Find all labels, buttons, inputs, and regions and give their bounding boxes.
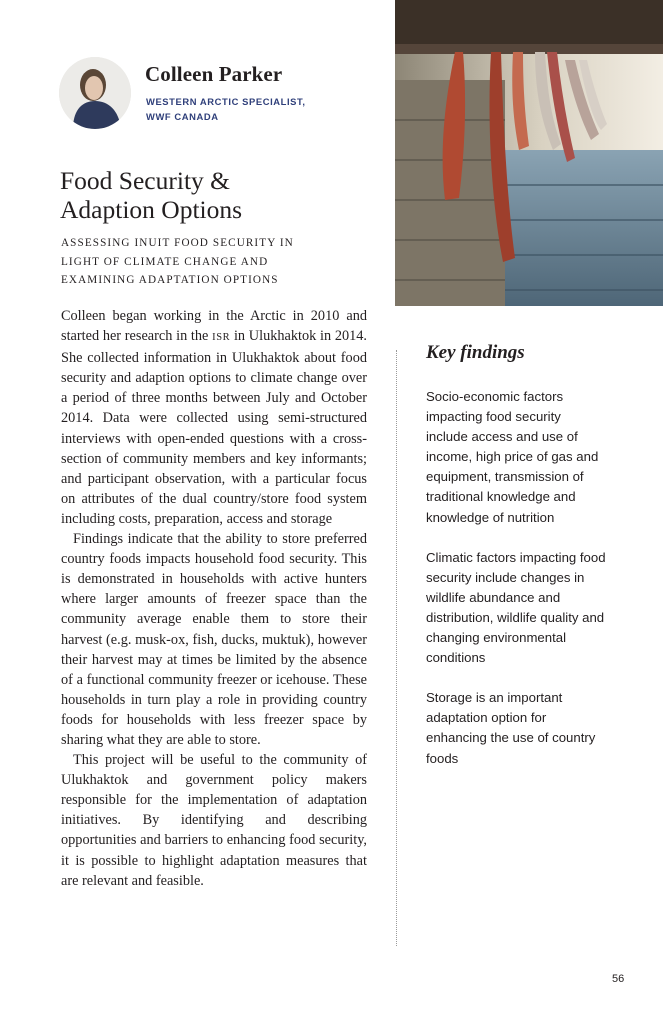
key-findings-list [426,387,606,789]
article-title-line: Food Security & [60,166,230,195]
body-text-segment: Colleen began working in the Arctic in 2010 and started her research in the [61,308,367,345]
body-paragraph: This project will be useful to the community of Ulukhaktok and government policy makers responsible for the implementation of adaptation initiatives. By identifying and describing opportunities and barriers to enhancing food security, it is possible to highlight adaptation measures that are relevant and feasible. [61,752,367,889]
author-role [146,95,336,124]
article-subtitle-line: ASSESSING INUIT FOOD SECURITY IN [61,237,294,249]
isr-abbreviation: ISR [212,332,231,344]
author-name: Colleen Parker [145,62,283,86]
body-paragraph: Findings indicate that the ability to store preferred country foods impacts household food security. This is demonstrated in households with active hunters where larger amounts of freezer space than the community average enable them to store their harvest (e.g. musk-ox, fish, ducks, muktuk), however their harvest may at times be limited by the absence of a functional community freezer or icehouse. These households in turn play a role in providing country foods for households with less freezer space by sharing what they are able to store. [61,531,367,748]
author-role-line: WWF CANADA [146,110,219,122]
author-role-line: WESTERN ARCTIC SPECIALIST, [146,96,306,107]
page-number: 56 [612,973,625,985]
article-subtitle [61,234,381,290]
author-avatar [59,57,131,129]
article-title-line: Adaption Options [60,195,243,224]
article-body [61,306,367,891]
header-photo [395,0,663,306]
key-findings-heading: Key findings [426,342,525,363]
column-divider [396,350,397,946]
body-paragraph [61,306,367,529]
body-text-segment: in Ulukhaktok in 2014. She collected information in Ulukhaktok about food security and adaption options to climate change over a period of three months between July and October 2014. Data were collected using semi-structured interviews with open-ended questions with a cross-section of community members and key informants; and participant observation, with a particular focus on attributes of the dual country/store food system including costs, preparation, access and storage [61,328,367,527]
article-title [60,166,380,224]
key-finding-item: Socio-economic factors impacting food security include access and use of income, high price of gas and equipment, transmission of traditional knowledge and knowledge of nutrition [426,389,599,525]
article-subtitle-line: LIGHT OF CLIMATE CHANGE AND [61,255,269,268]
key-finding-item: Climatic factors impacting food security include changes in wildlife abundance and distribution, wildlife quality and changing environmental conditions [426,549,606,666]
key-finding-item: Storage is an important adaptation option for enhancing the use of country foods [426,690,596,766]
article-subtitle-line: EXAMINING ADAPTATION OPTIONS [61,274,279,286]
